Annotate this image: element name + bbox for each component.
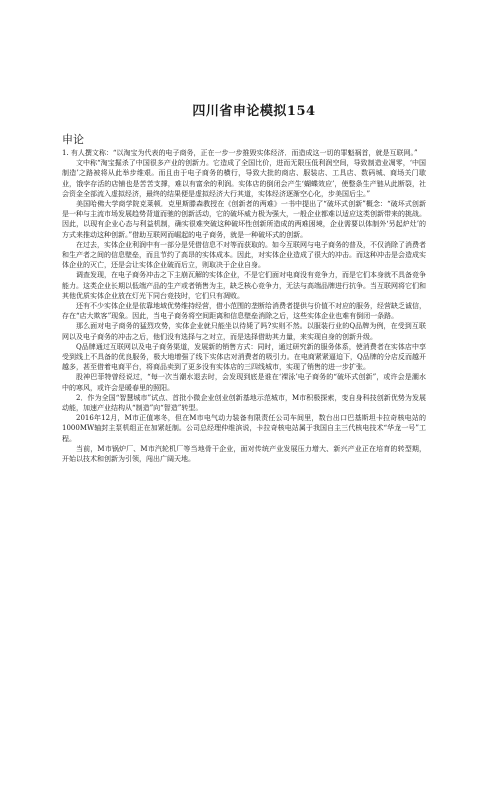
paragraph-5: 调查发现，在电子商务冲击之下主崩瓦解的实体企业，不是它们面对电商没有竞争力，而是它们本身就不具备竞争能力。这类企业长期以低端产品的生产或者销售为主，缺乏核心竞争力，无法与高端品牌进行抗争。当互联网将它们和其他优质实体企业放在灯光下同台竞技时，它们只有凋败。 [62,271,426,300]
paragraph-7: 那么面对电子商务的猛烈攻势，实体企业就只能坐以待毙了吗?实则不然。以服装行业的Q品牌为例，在受到互联网以及电子商务的冲击之后，他们没有选择与之对立，而是选择借助其力量，来实现自身的创新升级。 [62,322,426,341]
paragraph-12: 当前，M市锅炉厂、M市汽轮机厂等当地骨干企业，面对传统产业发展压力增大、新兴产业正在培育的转型期，开始以技术和创新为引领，闯出广阔天地。 [62,444,426,464]
paragraph-2: 文中称“淘宝掘杀了中国很多产业的创新力。它造成了全国比价，进而无限压低利润空间，导致制造业凋零，‘中国制造’之路被将从此举步维艰。而且由于电子商务的横行，导致大批的商店、服装店、工具店、数码城、商场关门歇业，饿孛存活的店铺也是苦苦支撑，难以有富余的利润。实体店的倒闭会产生‘蝴蝶效应’，使整条生产链从此断裂，社会资金全部流入虚拟经济，最终的结果便是虚拟经济大行其道，实体经济逐渐空心化，步美国后尘。” [62,159,426,198]
document-page [0,100,500,807]
paragraph-1: 1. 有人撰文称：“以淘宝为代表的电子商务，正在一步一步推毁实体经济．而造成这一切的罪魁祸首，就是互联网。” [62,149,418,157]
paragraph-8: Q品牌通过互联网以及电子商务渠道，发展新的销售方式：同时，通过研究新的服务体系，使消费者在实体店中享受到线上不具备的优良服务，极大地增强了线下实体店对消费者的吸引力。在电商紧紧逼迫下，Q品牌的分店反而越开越多，甚至借着电商平台，将商品卖到了更多没有实体店的三四线城市，实现了销售的进一步扩张。 [62,342,426,372]
paragraph-4: 在过去，实体企业利润中有一部分是凭借信息不对等而获取的。如今互联网与电子商务的普及，不仅消除了消费者和生产者之间的信息壁垒，而且节约了高昂的实体成本。因此，对实体企业造成了很大的冲击。而这种冲击是会造成实体企业的灭亡，还是会让实体企业破而后立，则取决于企业自身。 [62,240,426,270]
paragraph-10: 2．作为全国“智慧城市”试点、首批小微企业创业创新基地示范城市，M市积极探索，变自身科技创新优势为发展动能，加速产业结构从“制造”向“智造”转型。 [62,393,426,413]
page-title: 四川省申论模拟154 [192,104,316,119]
document-body [62,148,426,464]
section-heading: 申论 [62,133,84,146]
paragraph-9: 股神巴菲特曾经说过，“每一次当潮水退去时，会发现到底是谁在‘裸泳’电子商务的“破坏式创新”，或许会是潮水中的寒风，或许会是暖春里的照阳。 [62,373,426,392]
paragraph-11: 2016年12月，M市正值寒冬，但在M市电气动力装备有限责任公司车间里，数台出口巴基斯坦卡拉奇核电站的1000MW轴封主泵机组正在加紧赶制。公司总经理仲维滨说，卡拉奇核电站属于我国自主三代核电技术“华龙一号”工程。 [62,414,426,443]
paragraph-6: 还有不少实体企业是依靠地域优势维持经营，借小范围的垄断给消费者提供与价值不对应的服务，经营缺乏诚信，存在“店大欺客”现象。因此，当电子商务将空间距离和信息壁垒消除之后，这些实体企业也难有倒闭一条路。 [62,302,426,321]
paragraph-3: 美国哈佛大学商学院克莱顿．克里斯滕森教授在《创新者的两难》一书中提出了“破坏式创新”概念：“破坏式创新是一种与主流市场发展趋势背道而驰的创新活动，它的破坏威力极为强大，一般企业都难以适应这类创新带来的挑战。因此，以现有企业心态与利益机制，确实很难突破这种破坏性创新所造成的两难困境，企业需要以体制外‘另起炉灶’的方式来推动这种创新。”借助互联网而崛起的电子商务，就是一种破坏式的创新。 [62,200,426,239]
